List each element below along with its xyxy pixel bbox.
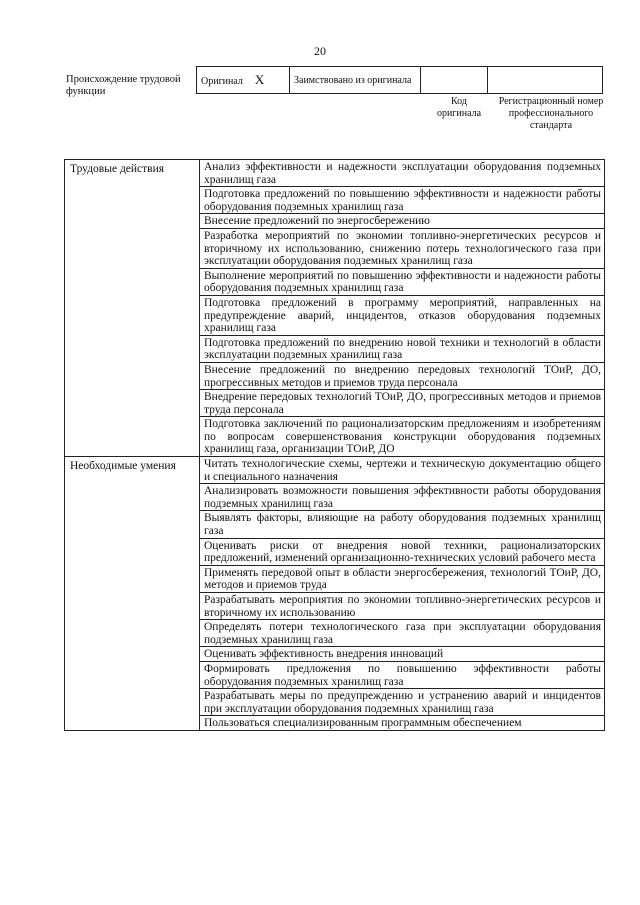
origin-table — [196, 66, 603, 94]
origin-original-label: Оригинал — [201, 75, 243, 87]
function-table — [64, 159, 605, 731]
list-item: Оценивать эффективность внедрения инноваций — [200, 647, 605, 662]
origin-label: Происхождение трудовой функции — [66, 74, 181, 97]
origin-code-cell — [421, 67, 488, 94]
list-item: Анализ эффективности и надежности эксплуатации оборудования подземных хранилищ газа — [200, 160, 605, 187]
list-item: Внесение предложений по внедрению передовых технологий ТОиР, ДО, прогрессивных методов и приемов труда персонала — [200, 362, 605, 389]
list-item: Оценивать риски от внедрения новой техники, рационализаторских предложений, изменений организационно-технических условий рабочего места — [200, 538, 605, 565]
section-title: Необходимые умения — [65, 457, 200, 731]
origin-reg-cell — [488, 67, 603, 94]
list-item: Внесение предложений по энергосбережению — [200, 214, 605, 229]
list-item: Разработка мероприятий по экономии топливно-энергетических ресурсов и вторичному их использованию, снижению потерь технологического газа при эксплуатации оборудования подземных хранилищ газа — [200, 228, 605, 268]
list-item: Анализировать возможности повышения эффективности работы оборудования подземных хранилищ газа — [200, 484, 605, 511]
list-item: Разрабатывать мероприятия по экономии топливно-энергетических ресурсов и вторичному их использованию — [200, 593, 605, 620]
list-item: Подготовка предложений по внедрению новой техники и технологий в области эксплуатации подземных хранилищ газа — [200, 335, 605, 362]
section-title: Трудовые действия — [65, 160, 200, 457]
list-item: Пользоваться специализированным программным обеспечением — [200, 716, 605, 731]
list-item: Подготовка заключений по рационализаторским предложениям и изобретениям по вопросам совершенствования конструкции оборудования подземных хранилищ газа, организации ТОиР, ДО — [200, 417, 605, 457]
origin-borrowed-cell — [290, 67, 421, 94]
function-table-body — [65, 160, 605, 731]
list-item: Применять передовой опыт в области энергосбережения, технологий ТОиР, ДО, методов и приемов труда — [200, 565, 605, 592]
origin-original-cell — [197, 67, 290, 94]
list-item: Подготовка предложений в программу мероприятий, направленных на предупреждение аварий, инцидентов, отказов оборудования подземных хранилищ газа — [200, 295, 605, 335]
list-item: Подготовка предложений по повышению эффективности и надежности работы оборудования подземных хранилищ газа — [200, 187, 605, 214]
page-number: 20 — [314, 44, 326, 58]
table-row — [65, 457, 605, 484]
list-item: Разрабатывать меры по предупреждению и устранению аварий и инцидентов при эксплуатации оборудования подземных хранилищ газа — [200, 689, 605, 716]
origin-code-caption: Код оригинала — [436, 96, 482, 119]
list-item: Формировать предложения по повышению эффективности работы оборудования подземных хранилищ газа — [200, 661, 605, 688]
list-item: Определять потери технологического газа при эксплуатации оборудования подземных хранилищ газа — [200, 620, 605, 647]
list-item: Выполнение мероприятий по повышению эффективности и надежности работы оборудования подземных хранилищ газа — [200, 268, 605, 295]
origin-original-mark: X — [254, 71, 265, 87]
list-item: Внедрение передовых технологий ТОиР, ДО, прогрессивных методов и приемов труда персонала — [200, 390, 605, 417]
origin-borrowed-label: Заимствовано из оригинала — [294, 74, 412, 86]
list-item: Читать технологические схемы, чертежи и техническую документацию общего и специального назначения — [200, 457, 605, 484]
table-row — [65, 160, 605, 187]
origin-reg-caption: Регистрационный номер профессионального стандарта — [498, 96, 604, 131]
list-item: Выявлять факторы, влияющие на работу оборудования подземных хранилищ газа — [200, 511, 605, 538]
